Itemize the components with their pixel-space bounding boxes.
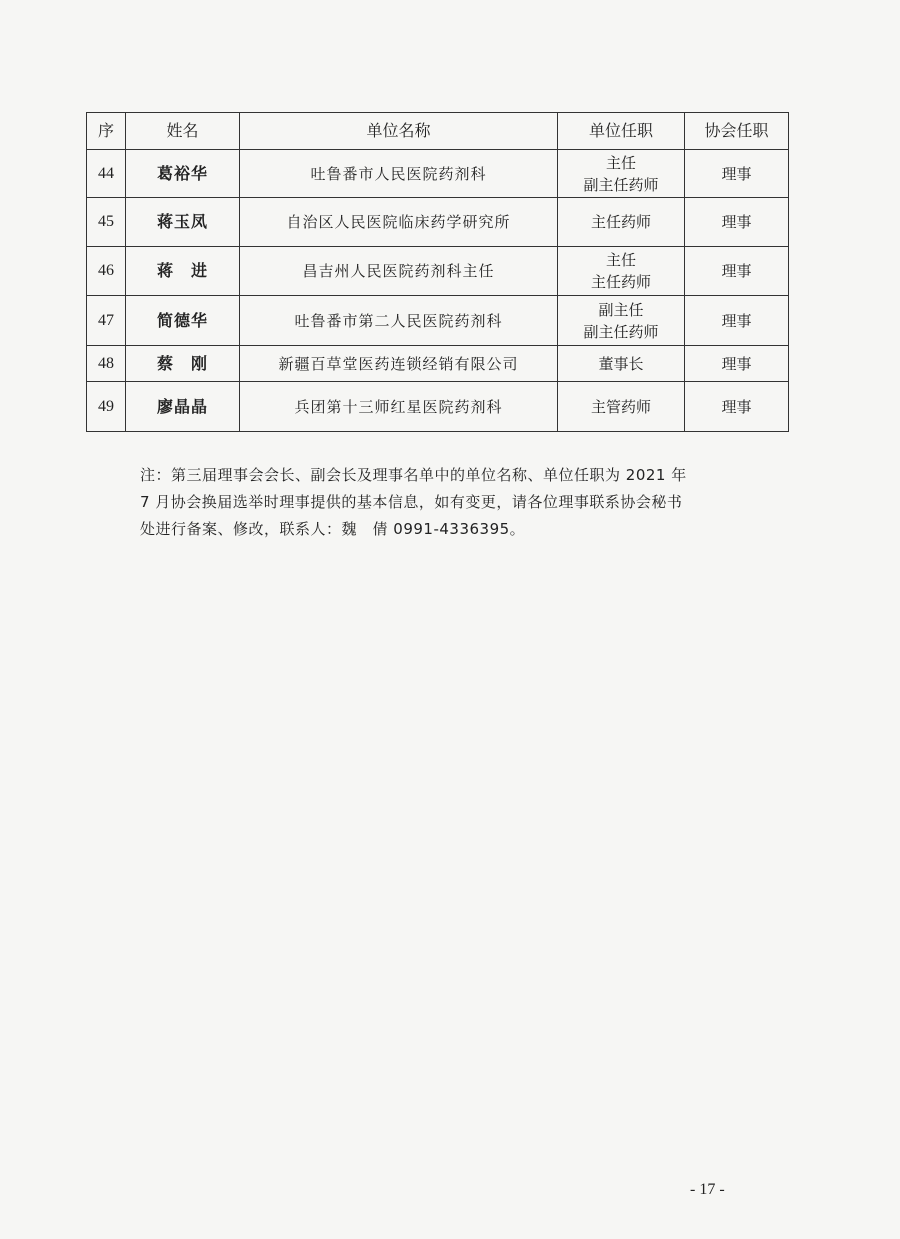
row-role: 理事 bbox=[685, 247, 789, 296]
row-name: 蒋 进 bbox=[126, 247, 240, 296]
row-seq: 45 bbox=[87, 198, 126, 247]
row-position bbox=[558, 382, 685, 432]
footnote-line: 7 月协会换届选举时理事提供的基本信息，如有变更，请各位理事联系协会秘书 bbox=[140, 493, 683, 511]
row-seq: 49 bbox=[87, 382, 126, 432]
table-row bbox=[87, 296, 789, 346]
row-name: 蒋玉凤 bbox=[126, 198, 240, 247]
table-row bbox=[87, 247, 789, 296]
row-unit: 吐鲁番市人民医院药剂科 bbox=[240, 150, 558, 198]
position-line: 主任药师 bbox=[590, 213, 651, 231]
position-line: 主任 bbox=[605, 251, 636, 269]
row-seq: 44 bbox=[87, 150, 126, 198]
row-name: 廖晶晶 bbox=[126, 382, 240, 432]
header-unit: 单位名称 bbox=[240, 113, 558, 150]
row-unit: 吐鲁番市第二人民医院药剂科 bbox=[240, 296, 558, 346]
page-number: - 17 - bbox=[690, 1181, 725, 1198]
header-name: 姓名 bbox=[126, 113, 240, 150]
row-unit: 昌吉州人民医院药剂科主任 bbox=[240, 247, 558, 296]
row-position bbox=[558, 247, 685, 296]
table-row bbox=[87, 198, 789, 247]
header-unit-position: 单位任职 bbox=[558, 113, 685, 150]
row-name: 葛裕华 bbox=[126, 150, 240, 198]
position-line: 主管药师 bbox=[590, 397, 651, 416]
position-line: 副主任药师 bbox=[583, 322, 659, 341]
row-role: 理事 bbox=[685, 346, 789, 382]
position-line: 董事长 bbox=[598, 354, 644, 373]
row-seq: 48 bbox=[87, 346, 126, 382]
row-name: 蔡 刚 bbox=[126, 346, 240, 382]
position-line: 主任药师 bbox=[590, 273, 651, 291]
position-line: 副主任药师 bbox=[583, 175, 659, 194]
row-unit: 新疆百草堂医药连锁经销有限公司 bbox=[240, 346, 558, 382]
position-line: 主任 bbox=[605, 153, 636, 172]
row-unit: 自治区人民医院临床药学研究所 bbox=[240, 198, 558, 247]
row-position bbox=[558, 296, 685, 346]
footnote-line: 注：第三届理事会会长、副会长及理事名单中的单位名称、单位任职为 2021 年 bbox=[140, 466, 687, 484]
footnote-line: 处进行备案、修改，联系人：魏 倩 0991-4336395。 bbox=[140, 520, 526, 538]
council-member-table bbox=[86, 112, 789, 432]
row-role: 理事 bbox=[685, 296, 789, 346]
row-role: 理事 bbox=[685, 382, 789, 432]
header-seq: 序 bbox=[87, 113, 126, 150]
header-association-role: 协会任职 bbox=[685, 113, 789, 150]
row-position bbox=[558, 150, 685, 198]
row-seq: 46 bbox=[87, 247, 126, 296]
footnote bbox=[140, 462, 750, 543]
table-row bbox=[87, 382, 789, 432]
row-seq: 47 bbox=[87, 296, 126, 346]
position-line: 副主任 bbox=[598, 300, 644, 319]
row-unit: 兵团第十三师红星医院药剂科 bbox=[240, 382, 558, 432]
table-row bbox=[87, 346, 789, 382]
row-role: 理事 bbox=[685, 150, 789, 198]
row-name: 简德华 bbox=[126, 296, 240, 346]
table-row bbox=[87, 150, 789, 198]
row-position bbox=[558, 346, 685, 382]
row-position bbox=[558, 198, 685, 247]
table-header-row bbox=[87, 113, 789, 150]
row-role: 理事 bbox=[685, 198, 789, 247]
